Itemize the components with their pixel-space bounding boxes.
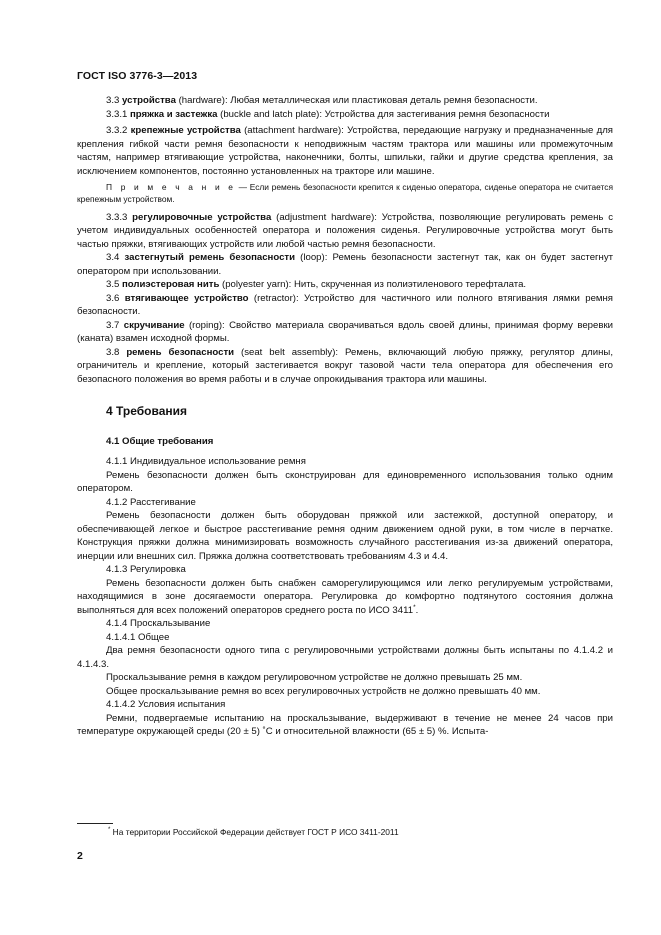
footnote-mark: * (108, 827, 111, 834)
note (77, 182, 613, 206)
definition-number: 3.3.1 (106, 108, 128, 120)
definition-3-4 (77, 251, 613, 278)
page-number: 2 (77, 850, 83, 862)
definition-3-3-2 (77, 124, 613, 178)
definition-number: 3.8 (106, 346, 120, 358)
definition-number: 3.5 (106, 279, 120, 291)
definition-number: 3.3.3 (106, 211, 128, 223)
definition-term: регулировочные устройства (132, 211, 272, 223)
definition-text: (attachment hardware): Устройства, передающие нагрузку и предназначенные для крепления гибкой части ремня безопасности к неподвижным частям трактора или машины или промежуточным частям, например втягивающие устройства, наконечники, болты, шпильки, гайки и другие средства крепления, за исключением компонентов, постоянно установленных на тракторе или машине. (77, 125, 614, 177)
definition-term: полиэстеровая нить (122, 279, 220, 291)
subsection-heading: 4.1 Общие требования (106, 436, 214, 448)
clause-4-1-3-text (77, 577, 613, 618)
definition-3-3-1 (77, 108, 613, 122)
clause-text-end: . (415, 604, 419, 616)
clause-4-1-4-1-heading: 4.1.4.1 Общее (106, 631, 170, 643)
definition-number: 3.4 (106, 252, 120, 264)
clause-4-1-2-text: Ремень безопасности должен быть оборудован пряжкой или застежкой, доступной оператору, и обеспечивающей легкое и быстрое расстегивание ремня одним движением одной руки, в том числе в перчатке. Конструкция пряжки должна минимизировать возможность случайного расстегивания из-за движений оператора, инерции или внешних сил. Пряжка должна соответствовать требованиям 4.3 и 4.4. (77, 510, 613, 562)
definition-text: (buckle and latch plate): Устройства для застегивания ремня безопасности (217, 108, 550, 120)
section-heading: 4 Требования (106, 404, 187, 419)
definition-3-3-3 (77, 211, 613, 252)
clause-4-1-4-1-text-2: Проскальзывание ремня в каждом регулировочном устройстве не должно превышать 25 мм. (106, 672, 523, 684)
definition-term: скручивание (123, 319, 185, 331)
note-label: П р и м е ч а н и е (106, 182, 236, 192)
clause-text: Ремень безопасности должен быть снабжен саморегулирующимся или легко регулируемым устройствами, находящимися в зоне досягаемости оператора. Регулировка до комфортно подтянутого состояния должна выполняться для всех положений операторов среднего роста по ИСО 3411 (77, 577, 613, 616)
page-content (77, 94, 613, 739)
definition-text: (retractor): Устройство для частичного или полного втягивания лямки ремня безопасности. (77, 292, 613, 318)
footnote-text: На территории Российской Федерации действует ГОСТ Р ИСО 3411-2011 (110, 827, 399, 837)
clause-4-1-2-heading: 4.1.2 Расстегивание (106, 496, 196, 508)
definition-number: 3.3 (106, 95, 120, 106)
definition-text: (polyester yarn): Нить, скрученная из полиэтиленового терефталата. (219, 279, 527, 291)
definition-3-8 (77, 346, 613, 387)
definition-text: (roping): Свойство материала сворачиваться вдоль своей длины, принимая форму веревки (каната) взамен исходной формы. (77, 319, 614, 345)
clause-4-1-4-heading: 4.1.4 Проскальзывание (106, 618, 211, 630)
note-text: — Если ремень безопасности крепится к сиденью оператора, сиденье оператора не считается крепежным устройством. (77, 182, 613, 204)
definition-text: (hardware): Любая металлическая или пластиковая деталь ремня безопасности. (175, 95, 538, 106)
clause-4-1-3-heading: 4.1.3 Регулировка (106, 564, 186, 576)
clause-4-1-1-text: Ремень безопасности должен быть сконструирован для единовременного использования только одним оператором. (77, 469, 613, 495)
clause-4-1-1-heading: 4.1.1 Индивидуальное использование ремня (106, 456, 306, 468)
definition-term: крепежные устройства (130, 125, 241, 136)
definition-term: устройства (122, 95, 176, 106)
definition-number: 3.3.2 (106, 125, 128, 136)
document-header: ГОСТ ISO 3776-3—2013 (77, 70, 198, 82)
clause-4-1-4-2-text: Ремни, подвергаемые испытанию на проскальзывание, выдерживают в течение не менее 24 часов при температуре окружающей среды (20 ± 5) ˚С и относительной влажности (65 ± 5) %. Испыта- (77, 712, 613, 738)
definition-3-3 (77, 94, 613, 108)
definition-3-6 (77, 292, 613, 319)
definition-text: (seat belt assembly): Ремень, включающий любую пряжку, регулятор длины, ограничитель и крепление, который застегивается вокруг тазовой части тела оператора для обеспечения его безопасного положения во время работы и в случае опрокидывания трактора или машины. (77, 346, 613, 385)
footnote-reference: * (413, 603, 416, 611)
definition-number: 3.6 (106, 292, 120, 304)
definition-term: застегнутый ремень безопасности (124, 252, 296, 264)
definition-term: пряжка и застежка (130, 108, 218, 120)
definition-3-5 (77, 278, 613, 292)
definition-number: 3.7 (106, 319, 120, 331)
clause-4-1-4-1-text-3: Общее проскальзывание ремня во всех регулировочных устройств не должно превышать 40 мм. (106, 685, 541, 697)
definition-term: ремень безопасности (126, 346, 235, 358)
definition-text: (adjustment hardware): Устройства, позволяющие регулировать ремень с учетом индивидуальных особенностей оператора и положения сиденья. Регулировочные устройства могут быть частью пряжки, втягивающих устройств или любой частью ремня безопасности. (77, 211, 613, 250)
definition-text: (loop): Ремень безопасности застегнут так, как он будет застегнут оператором при использовании. (77, 252, 614, 277)
definition-3-7 (77, 319, 613, 346)
clause-4-1-4-1-text: Два ремня безопасности одного типа с регулировочными устройствами должны быть испытаны по 4.1.4.2 и 4.1.4.3. (77, 645, 613, 670)
footnote (108, 827, 399, 838)
footnote-divider (77, 823, 113, 824)
definition-term: втягивающее устройство (124, 292, 249, 304)
clause-4-1-4-2-heading: 4.1.4.2 Условия испытания (106, 699, 226, 711)
